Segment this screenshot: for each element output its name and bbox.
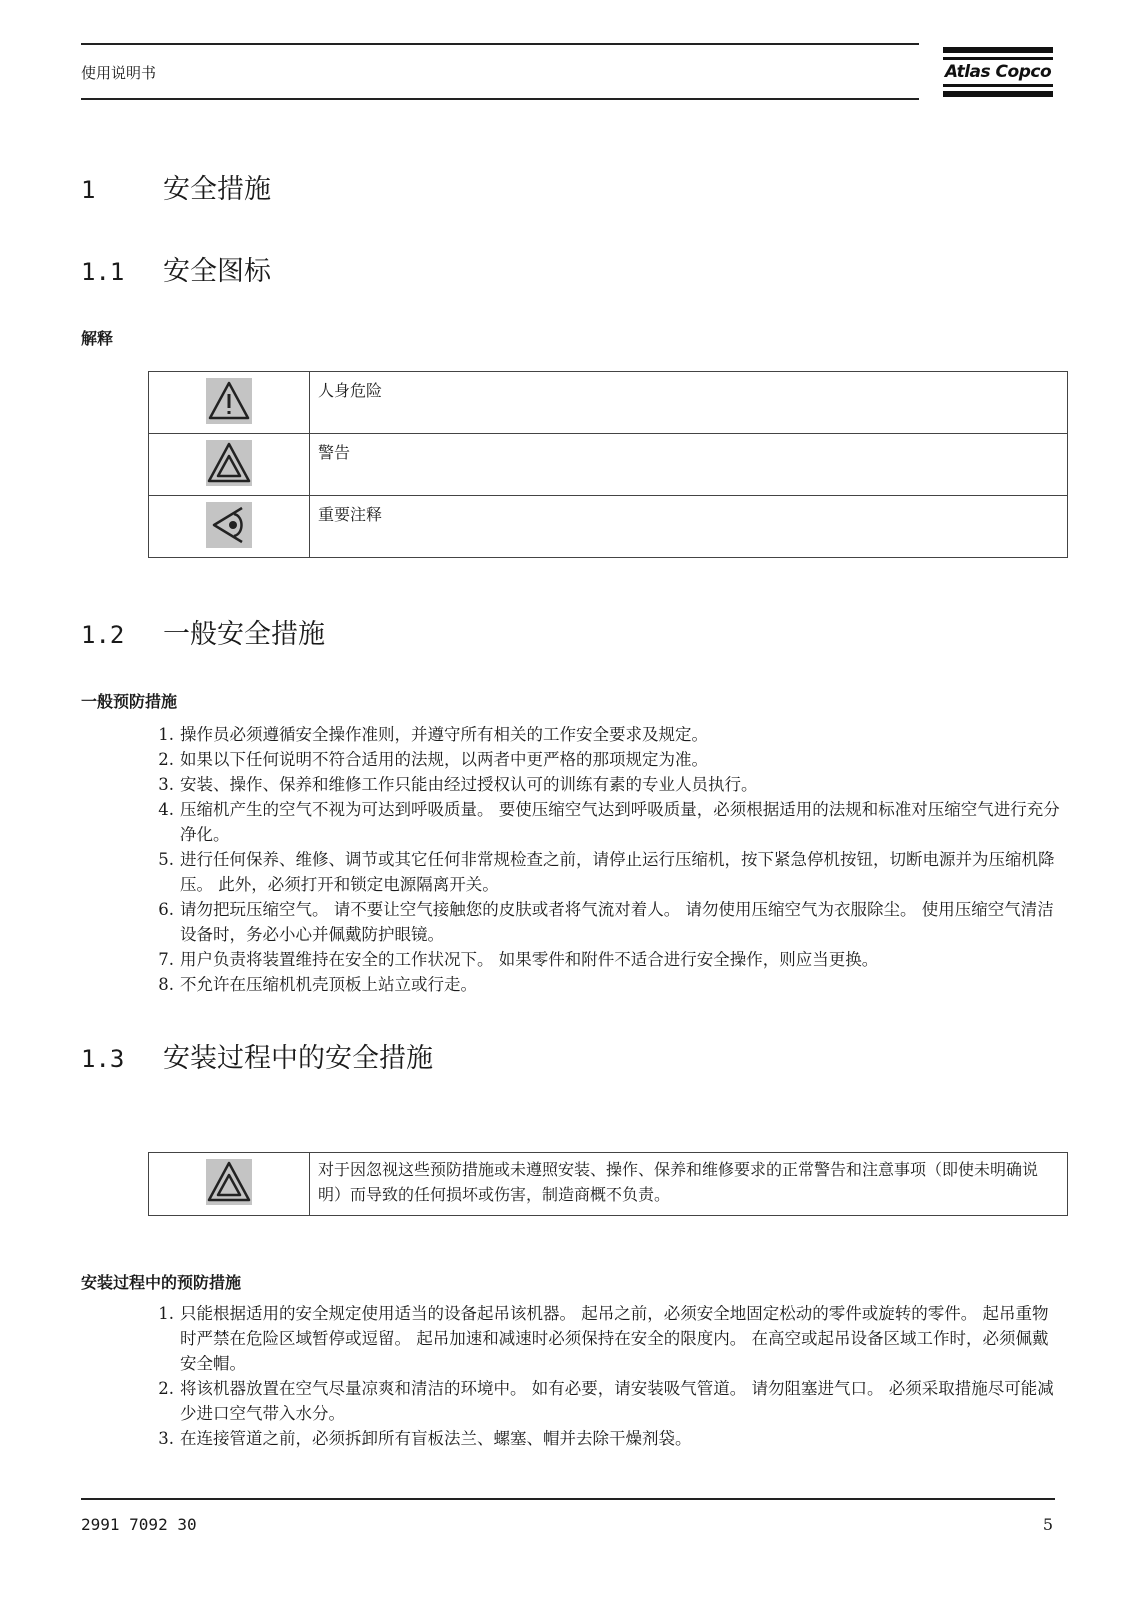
list-item [120,797,1060,847]
section-title: 安全图标 [163,256,271,287]
symbol-description: 重要注释 [310,496,1068,558]
section-title: 安装过程中的安全措施 [163,1043,433,1074]
item-text: 请勿把玩压缩空气。 请不要让空气接触您的皮肤或者将气流对着人。 请勿使用压缩空气为衣服除尘。 使用压缩空气清洁设备时，务必小心并佩戴防护眼镜。 [180,900,1054,944]
symbol-row [149,372,1068,434]
item-number: 1. [158,725,174,744]
warning-row [149,1153,1068,1216]
eye-note-icon [206,502,252,548]
list-item [120,1301,1060,1376]
warning-exclamation-icon [206,378,252,424]
symbol-icon-cell [149,372,310,434]
list-item [120,847,1060,897]
logo-bar-top [943,47,1053,53]
item-number: 1. [158,1304,174,1323]
logo-bar-bottom-thin [943,84,1053,87]
item-text: 操作员必须遵循安全操作准则，并遵守所有相关的工作安全要求及规定。 [180,725,708,744]
section-1-1-heading [81,254,271,290]
general-precautions-subtitle: 一般预防措施 [81,692,178,711]
document-number: 2991 7092 30 [81,1515,197,1534]
logo-bar-bottom [943,91,1053,97]
symbol-icon-cell [149,1153,310,1216]
section-number: 1.1 [81,258,125,286]
symbol-description: 人身危险 [310,372,1068,434]
item-text: 将该机器放置在空气尽量凉爽和清洁的环境中。 如有必要，请安装吸气管道。 请勿阻塞进气口。 必须采取措施尽可能减少进口空气带入水分。 [180,1379,1054,1423]
symbol-icon-cell [149,496,310,558]
item-text: 进行任何保养、维修、调节或其它任何非常规检查之前，请停止运行压缩机，按下紧急停机按钮，切断电源并为压缩机降压。 此外，必须打开和锁定电源隔离开关。 [180,850,1055,894]
section-number: 1.2 [81,621,125,649]
item-text: 压缩机产生的空气不视为可达到呼吸质量。 要使压缩空气达到呼吸质量，必须根据适用的法规和标准对压缩空气进行充分净化。 [180,800,1060,844]
item-number: 5. [158,850,174,869]
list-item [120,1376,1060,1426]
item-text: 用户负责将装置维持在安全的工作状况下。 如果零件和附件不适合进行安全操作，则应当更换。 [180,950,879,969]
symbol-row [149,496,1068,558]
item-text: 安装、操作、保养和维修工作只能由经过授权认可的训练有素的专业人员执行。 [180,775,758,794]
section-number: 1.3 [81,1045,125,1073]
section-1-heading [81,172,271,208]
section-title: 一般安全措施 [163,619,325,650]
warning-triangle-icon [206,1159,252,1205]
section-1-2-heading [81,617,325,653]
item-text: 在连接管道之前，必须拆卸所有盲板法兰、螺塞、帽并去除干燥剂袋。 [180,1429,692,1448]
list-item [120,897,1060,947]
list-item [120,722,1060,747]
installation-precautions-list [120,1301,1060,1451]
page-number: 5 [1042,1515,1053,1534]
installation-precautions-subtitle: 安装过程中的预防措施 [81,1273,242,1292]
document-type-title: 使用说明书 [81,64,157,82]
item-number: 2. [158,1379,174,1398]
item-number: 4. [158,800,174,819]
header-rule-bottom [81,98,919,100]
item-text: 只能根据适用的安全规定使用适当的设备起吊该机器。 起吊之前，必须安全地固定松动的零件或旋转的零件。 起吊重物时严禁在危险区域暂停或逗留。 起吊加速和减速时必须保持在安全的限度内。 在高空或起吊设备区域工作时，必须佩戴安全帽。 [180,1304,1049,1373]
header-rule-top [81,43,919,45]
section-title: 安全措施 [163,174,271,205]
list-item [120,1426,1060,1451]
symbol-description: 警告 [310,434,1068,496]
footer-rule [81,1498,1055,1500]
item-number: 8. [158,975,174,994]
list-item [120,947,1060,972]
safety-symbols-table [148,371,1068,558]
item-number: 3. [158,1429,174,1448]
installation-warning-table [148,1152,1068,1216]
symbol-row [149,434,1068,496]
warning-triangle-icon [206,440,252,486]
section-number: 1 [81,176,96,204]
symbols-subtitle: 解释 [81,329,114,348]
item-text: 不允许在压缩机机壳顶板上站立或行走。 [180,975,477,994]
list-item [120,747,1060,772]
item-number: 6. [158,900,174,919]
item-number: 3. [158,775,174,794]
item-number: 2. [158,750,174,769]
item-text: 如果以下任何说明不符合适用的法规，以两者中更严格的那项规定为准。 [180,750,708,769]
general-precautions-list [120,722,1060,997]
atlas-copco-logo [943,47,1053,99]
symbol-icon-cell [149,434,310,496]
logo-wordmark: Atlas Copco [944,62,1052,82]
list-item [120,972,1060,997]
section-1-3-heading [81,1041,433,1077]
warning-text: 对于因忽视这些预防措施或未遵照安装、操作、保养和维修要求的正常警告和注意事项（即使未明确说明）而导致的任何损坏或伤害，制造商概不负责。 [310,1153,1068,1216]
item-number: 7. [158,950,174,969]
list-item [120,772,1060,797]
